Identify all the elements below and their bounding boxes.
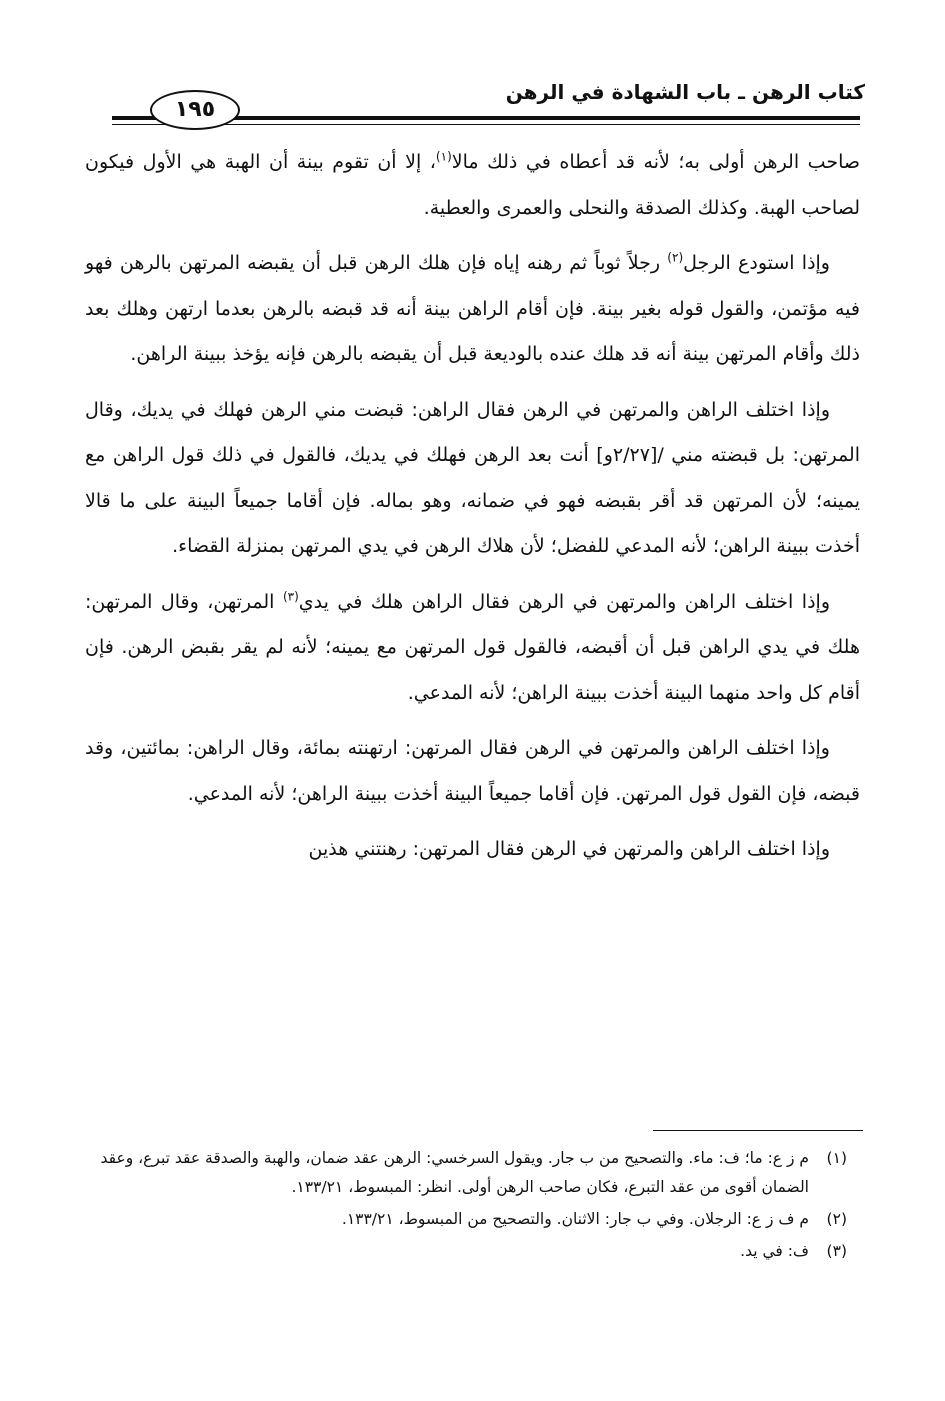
footnote-number: (٣)	[826, 1242, 847, 1260]
main-text	[85, 140, 860, 883]
footnote-number: (١)	[826, 1149, 847, 1167]
footnote-ref: (٢)	[667, 250, 684, 265]
footnote-text: م ز ع: ما؛ ف: ماء. والتصحيح من ب جار. ويقول السرخسي: الرهن عقد ضمان، والهبة والصدقة عقد تبرع، وعقد الضمان أقوى من عقد التبرع، فكان صاحب الرهن أولى. انظر: المبسوط، ١٣٣/٢١.	[100, 1149, 809, 1196]
footnote-ref: (٣)	[282, 589, 299, 604]
footnote-ref: (١)	[435, 149, 452, 164]
footnotes	[95, 1144, 847, 1269]
paragraph: وإذا اختلف الراهن والمرتهن في الرهن فقال المرتهن: ارتهنته بمائة، وقال الراهن: بمائتين، وقد قبضه، فإن القول قول المرتهن. فإن أقاما جميعاً البينة أخذت ببينة الراهن؛ لأنه المدعي.	[85, 737, 860, 805]
running-header-title: كتاب الرهن ـ باب الشهادة في الرهن	[505, 80, 865, 104]
footnote	[95, 1205, 847, 1234]
footnote-text: ف: في يد.	[740, 1242, 809, 1260]
paragraph: وإذا اختلف الراهن والمرتهن في الرهن فقال الراهن هلك في يدي$^{(٣)}$ المرتهن، وقال المرتهن: هلك في يدي الراهن قبل أن أقبضه، فالقول قول المرتهن مع يمينه؛ لأنه لم يقر بقبض الرهن. فإن أقام كل واحد منهما البينة أخذت ببينة الراهن؛ لأنه المدعي.	[85, 589, 860, 704]
paragraph: وإذا اختلف الراهن والمرتهن في الرهن فقال الراهن: قبضت مني الرهن فهلك في يديك، وقال المرتهن: بل قبضته مني /[٢/٢٧و] أنت بعد الرهن فهلك في يديك، فالقول في ذلك قول الراهن مع يمينه؛ لأن المرتهن قد أقر بقبضه فهو في ضمانه، وهو بماله. فإن أقاما جميعاً البينة على ما قالا أخذت ببينة الراهن؛ لأنه المدعي للفضل؛ لأن هلاك الرهن في يدي المرتهن بمنزلة القضاء.	[85, 398, 860, 557]
footnote	[95, 1237, 847, 1266]
footnote-text: م ف ز ع: الرجلان. وفي ب جار: الاثنان. والتصحيح من المبسوط، ١٣٣/٢١.	[341, 1210, 809, 1228]
page-number: ١٩٥	[150, 90, 240, 130]
footnote-separator	[653, 1130, 863, 1131]
paragraph: صاحب الرهن أولى به؛ لأنه قد أعطاه في ذلك مالا$^{(١)}$، إلا أن تقوم بينة أن الهبة هي الأول فيكون لصاحب الهبة. وكذلك الصدقة والنحلى والعمرى والعطية.	[85, 149, 861, 219]
footnote	[95, 1144, 847, 1202]
paragraph: وإذا اختلف الراهن والمرتهن في الرهن فقال المرتهن: رهنتني هذين	[308, 838, 830, 860]
paragraph: وإذا استودع الرجل$^{(٢)}$ رجلاً ثوباً ثم رهنه إياه فإن هلك الرهن قبل أن يقبضه المرتهن بالرهن فهو فيه مؤتمن، والقول قوله بغير بينة. فإن أقام الراهن بينة أنه قد قبضه بالرهن بعدما ارتهن وهلك بعد ذلك وأقام المرتهن بينة أنه قد هلك عنده بالوديعة قبل أن يقبضه بالرهن فإنه يؤخذ ببينة الراهن.	[85, 250, 860, 365]
footnote-number: (٢)	[826, 1210, 847, 1228]
